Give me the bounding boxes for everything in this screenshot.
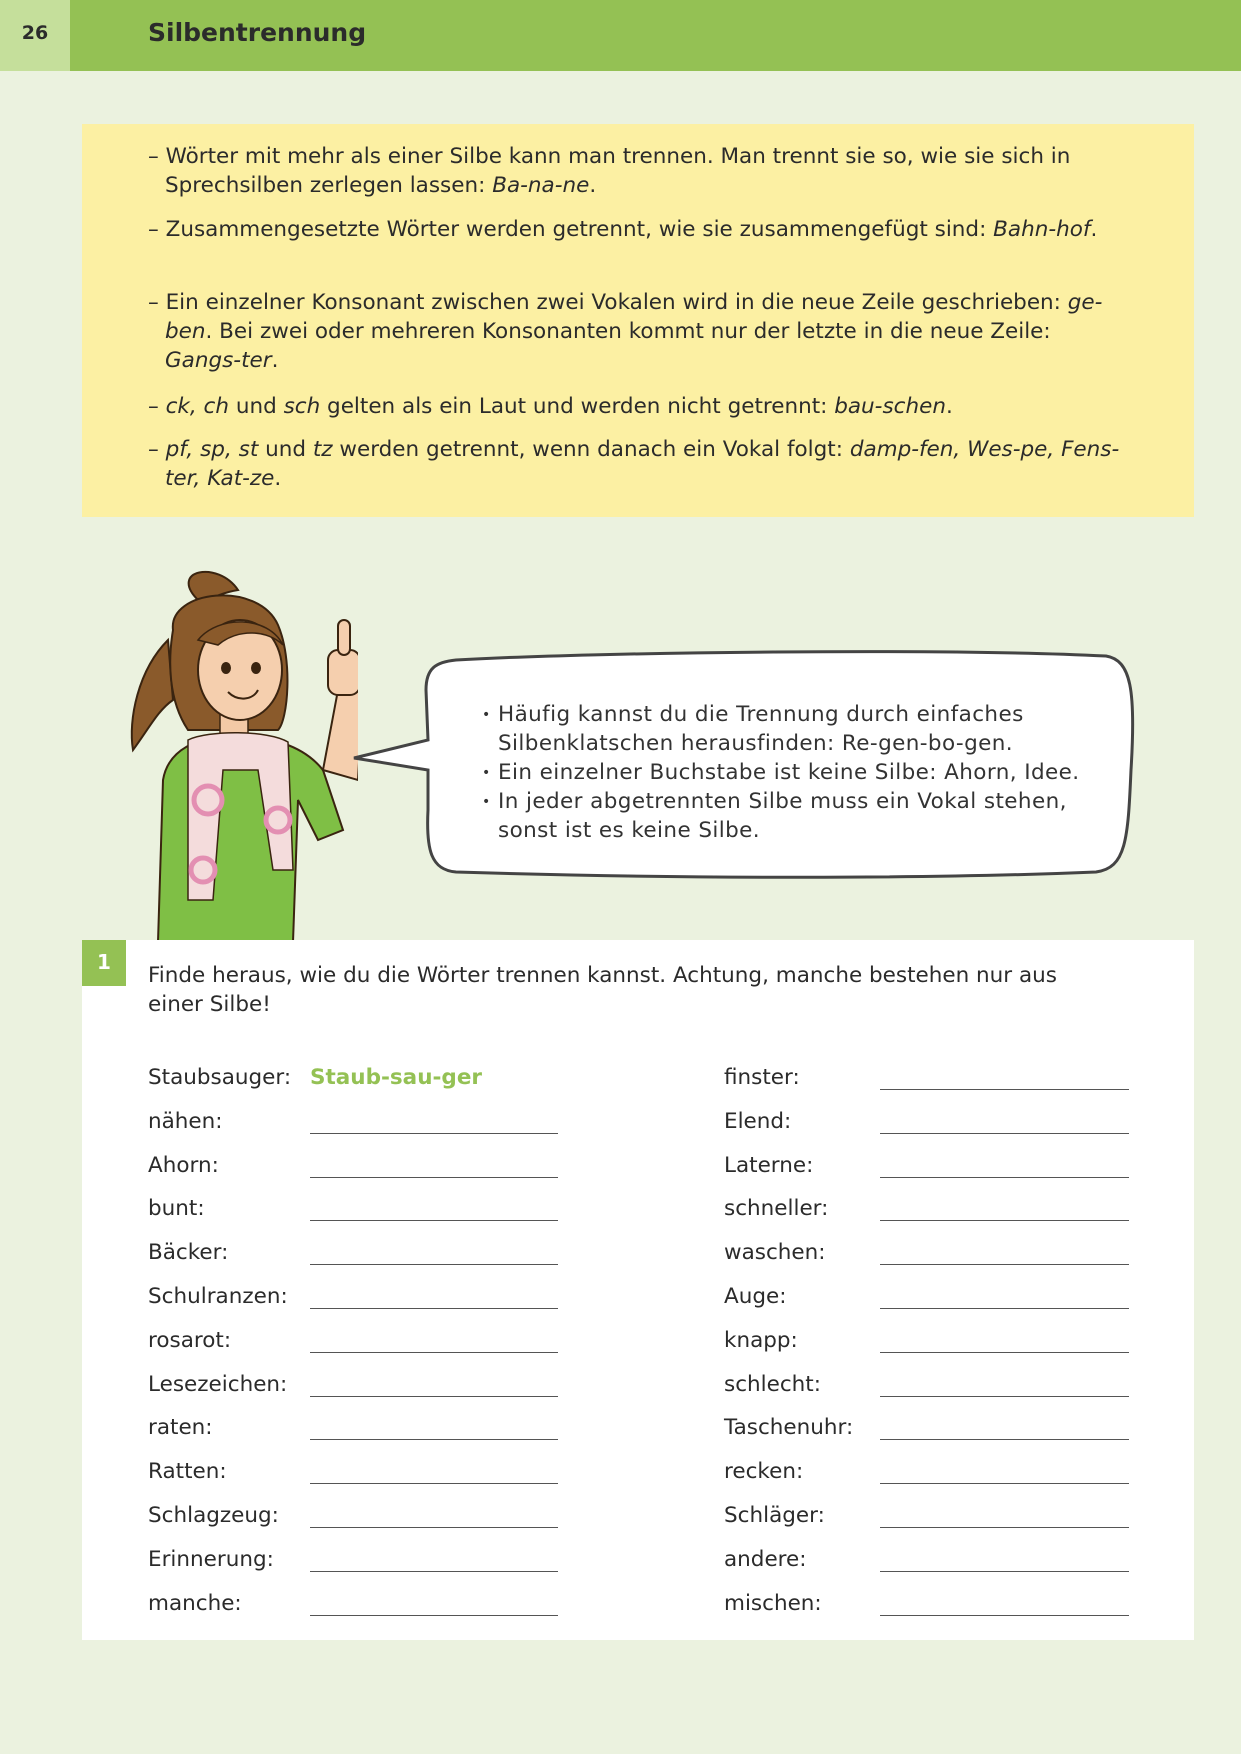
answer-line[interactable] [880, 1483, 1129, 1484]
rule-2 [148, 215, 1125, 244]
rules-box [82, 124, 1194, 517]
tip-1-cont [482, 729, 1013, 758]
answer-line[interactable] [880, 1352, 1129, 1353]
page-number-box [0, 0, 70, 71]
rule-4 [148, 392, 1125, 421]
answer-example: Staub-sau-ger [310, 1065, 482, 1090]
rule-1-example: Ba-na-ne [492, 173, 590, 198]
word-label: Auge: [724, 1284, 787, 1309]
answer-line[interactable] [310, 1264, 558, 1265]
word-label: Bäcker: [148, 1240, 229, 1266]
rule-5-letters-2: tz [312, 437, 333, 462]
answer-line[interactable] [310, 1396, 558, 1397]
answer-line[interactable] [310, 1220, 558, 1221]
rule-3 [148, 288, 1125, 375]
rule-4-letters-2: sch [283, 394, 321, 419]
rule-3-text: – Ein einzelner Konsonant zwischen zwei Vokalen wird in die neue Zeile geschrieben: [148, 290, 1068, 315]
tip-2-text: Ein einzelner Buchstabe ist keine Silbe: Ahorn, Idee. [498, 760, 1080, 785]
word-label: Schulranzen: [148, 1284, 288, 1309]
word-label: mischen: [724, 1590, 822, 1616]
word-label: raten: [148, 1415, 213, 1441]
word-label: knapp: [724, 1327, 798, 1353]
word-label: Elend: [724, 1108, 792, 1134]
answer-line[interactable] [310, 1177, 558, 1178]
page-number: 26 [21, 22, 49, 44]
answer-line[interactable] [880, 1089, 1129, 1090]
word-label: nähen: [148, 1108, 223, 1134]
rule-4-letters: ck, ch [165, 394, 229, 419]
rule-5-text: werden getrennt, wenn danach ein Vokal folgt: [332, 437, 850, 462]
answer-line[interactable] [880, 1133, 1129, 1134]
tip-1-text: Häufig kannst du die Trennung durch einfaches [498, 702, 1024, 727]
word-label: recken: [724, 1459, 804, 1485]
answer-line[interactable] [310, 1615, 558, 1616]
tip-3 [482, 787, 1067, 817]
rule-3-example: ge-ben [165, 290, 1103, 344]
rule-3-example-2: Gangs-ter [165, 348, 272, 373]
word-label: Schlagzeug: [148, 1503, 279, 1528]
girl-thumbs-up-illustration [128, 570, 358, 942]
word-label: Ratten: [148, 1459, 227, 1485]
rule-1 [148, 142, 1125, 200]
answer-line[interactable] [880, 1527, 1129, 1528]
word-label: Lesezeichen: [148, 1371, 288, 1397]
answer-line[interactable] [880, 1615, 1129, 1616]
rule-5-and: und [258, 437, 313, 462]
word-label: Ahorn: [148, 1152, 219, 1178]
rule-5-dash: – [148, 437, 166, 462]
word-label: rosarot: [148, 1327, 232, 1353]
word-label: Taschenuhr: [724, 1415, 854, 1441]
bullet-icon: • [482, 765, 491, 781]
task-number: 1 [82, 940, 126, 986]
tip-3-text-2: sonst ist es keine Silbe. [498, 818, 761, 843]
rule-4-end: . [945, 394, 953, 419]
rule-3-text-2: . Bei zwei oder mehreren Konsonanten kommt nur der letzte in die neue Zeile: [205, 319, 1051, 344]
word-label: Laterne: [724, 1152, 814, 1178]
answer-line[interactable] [880, 1220, 1129, 1221]
word-label: manche: [148, 1590, 242, 1616]
answer-line[interactable] [880, 1264, 1129, 1265]
task-instruction: Finde heraus, wie du die Wörter trennen kannst. Achtung, manche bestehen nur aus einer Silbe! [148, 963, 1057, 1017]
rule-5-end: . [274, 466, 282, 491]
page-title: Silbentrennung [148, 18, 367, 47]
rule-5 [148, 435, 1125, 493]
bullet-icon: • [482, 707, 491, 723]
rule-4-dash: – [148, 394, 166, 419]
word-label: schneller: [724, 1196, 829, 1222]
rule-2-end: . [1090, 217, 1098, 242]
rule-2-example: Bahn-hof [993, 217, 1091, 242]
word-label: Schläger: [724, 1503, 825, 1528]
answer-line[interactable] [310, 1527, 558, 1528]
answer-line[interactable] [310, 1308, 558, 1309]
word-label: schlecht: [724, 1371, 821, 1397]
answer-line[interactable] [310, 1352, 558, 1353]
rule-5-letters: pf, sp, st [165, 437, 259, 462]
bullet-icon: • [482, 794, 491, 810]
word-label: Erinnerung: [148, 1546, 274, 1572]
answer-line[interactable] [310, 1483, 558, 1484]
tip-3-text: In jeder abgetrennten Silbe muss ein Vokal stehen, [498, 789, 1067, 814]
word-label: andere: [724, 1546, 807, 1572]
answer-line[interactable] [880, 1177, 1129, 1178]
tip-1-text-2: Silbenklatschen herausfinden: Re-gen-bo-gen. [498, 731, 1014, 756]
word-label: finster: [724, 1065, 800, 1090]
word-label: bunt: [148, 1196, 205, 1222]
rule-4-and: und [228, 394, 284, 419]
answer-line[interactable] [880, 1571, 1129, 1572]
answer-line[interactable] [880, 1439, 1129, 1440]
tip-1 [482, 700, 1024, 730]
rule-1-end: . [589, 173, 597, 198]
rule-3-end: . [271, 348, 279, 373]
tip-2 [482, 758, 1079, 788]
answer-line[interactable] [310, 1571, 558, 1572]
rule-5-example: damp-fen, Wes-pe, Fens-ter, Kat-ze [165, 437, 1120, 491]
rule-1-text: – Wörter mit mehr als einer Silbe kann man trennen. Man trennt sie so, wie sie sich in Sprechsilben zerlegen lassen: [148, 144, 1071, 198]
word-label: waschen: [724, 1240, 826, 1266]
answer-line[interactable] [880, 1396, 1129, 1397]
answer-line[interactable] [310, 1133, 558, 1134]
answer-line[interactable] [880, 1308, 1129, 1309]
rule-4-example: bau-schen [834, 394, 946, 419]
answer-line[interactable] [310, 1439, 558, 1440]
tip-3-cont [482, 816, 760, 845]
rule-2-text: – Zusammengesetzte Wörter werden getrennt, wie sie zusammengefügt sind: [148, 217, 994, 242]
rule-4-text: gelten als ein Laut und werden nicht getrennt: [320, 394, 835, 419]
word-label: Staubsauger: [148, 1065, 292, 1090]
